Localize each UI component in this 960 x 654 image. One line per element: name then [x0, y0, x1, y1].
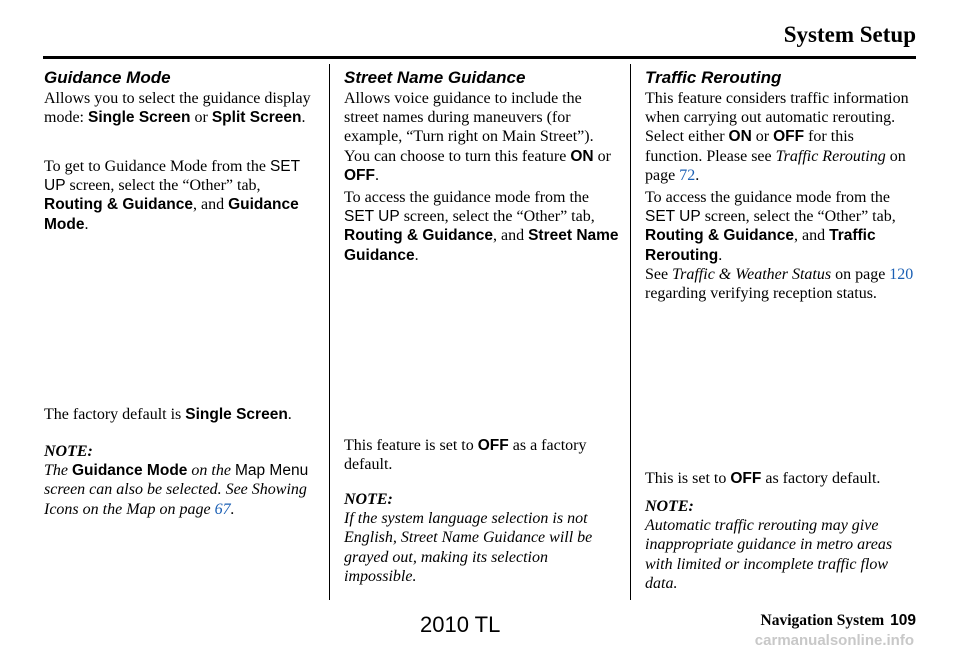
paragraph-instructions: To access the guidance mode from the SET UP screen, select the “Other” tab, Routing & Guidance, and Street Name Guidance.	[344, 189, 619, 264]
column-divider-2	[630, 64, 631, 600]
paragraph-intro: This feature considers traffic information when carrying out automatic rerouting. Select either ON or OFF for this function. Please see Traffic Rerouting on page 72.	[645, 90, 909, 184]
page-link-72[interactable]: 72	[679, 166, 696, 184]
note-label: NOTE:	[344, 491, 393, 508]
paragraph-instructions: To access the guidance mode from the SET UP screen, select the “Other” tab, Routing & Guidance, and Traffic Rerouting.	[645, 189, 896, 264]
model-label: 2010 TL	[420, 612, 501, 637]
paragraph-instructions: To get to Guidance Mode from the SET UP screen, select the “Other” tab, Routing & Guidance, and Guidance Mode.	[44, 158, 300, 233]
paragraph-intro: Allows you to select the guidance display mode: Single Screen or Split Screen.	[44, 90, 311, 127]
paragraph-default: This feature is set to OFF as a factory default.	[344, 437, 587, 474]
page-footer	[761, 612, 916, 630]
page-link-67[interactable]: 67	[214, 500, 231, 518]
section-heading: Guidance Mode	[44, 68, 171, 87]
column-divider-1	[329, 64, 330, 600]
paragraph-see-also: See Traffic & Weather Status on page 120 regarding verifying reception status.	[645, 266, 914, 303]
page-link-120[interactable]: 120	[889, 266, 914, 283]
watermark: carmanualsonline.info	[754, 632, 914, 649]
note-text: Automatic traffic rerouting may give inappropriate guidance in metro areas with limited or incomplete traffic flow data.	[645, 517, 893, 592]
note-label: NOTE:	[44, 443, 93, 460]
note-block	[44, 442, 316, 519]
note-text: The Guidance Mode on the Map Menu screen can also be selected. See Showing Icons on the Map on page 67.	[44, 462, 309, 518]
section-heading: Traffic Rerouting	[645, 68, 782, 87]
note-block	[344, 490, 614, 586]
note-block	[645, 497, 917, 593]
section-name: Navigation System	[760, 612, 885, 629]
paragraph-default: The factory default is Single Screen.	[44, 406, 292, 423]
page-number: 109	[890, 612, 916, 629]
note-label: NOTE:	[645, 498, 694, 515]
paragraph-default: This is set to OFF as factory default.	[645, 470, 881, 487]
header-rule	[43, 56, 916, 59]
section-heading: Street Name Guidance	[344, 68, 526, 87]
paragraph-intro: Allows voice guidance to include the street names during maneuvers (for example, “Turn right on Main Street”). You can choose to turn this feature ON or OFF.	[344, 90, 611, 184]
page-title: System Setup	[783, 22, 916, 47]
note-text: If the system language selection is not English, Street Name Guidance will be grayed out, making its selection impossible.	[344, 510, 593, 585]
